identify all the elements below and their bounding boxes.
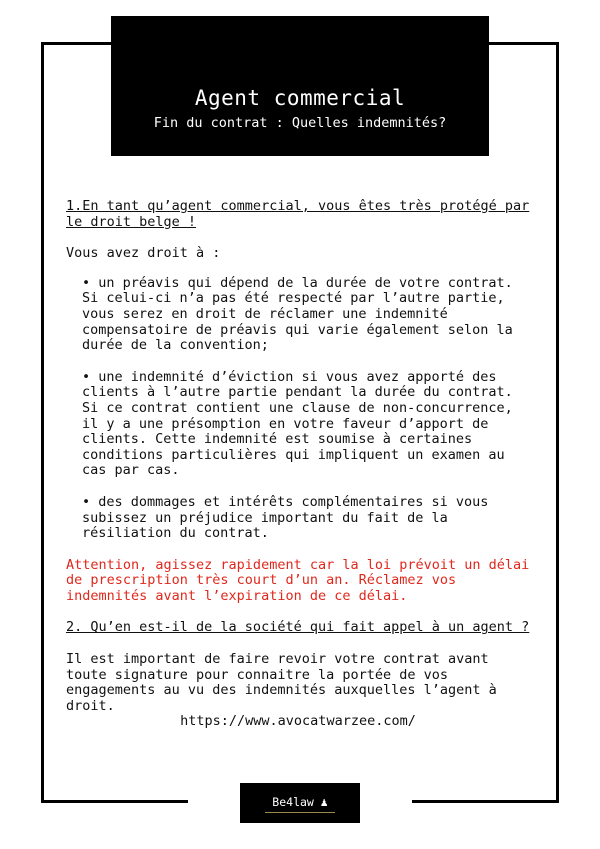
page-title: Agent commercial xyxy=(194,86,406,110)
brand-badge xyxy=(240,783,360,823)
brand-name: Be4law ♟ xyxy=(272,795,328,809)
list-item: • une indemnité d’éviction si vous avez apporté des clients à l’autre partie pendant la durée du contrat. Si ce contrat contient une clause de non-concurrence, il y a une présomption en votre faveur d’apport de clients. Cette indemnité est soumise à certaines conditions particulières qui impliquent un examen au cas par cas. xyxy=(82,368,513,479)
header-block xyxy=(111,16,489,156)
section2-heading: 2. Qu’en est-il de la société qui fait appel à un agent ? xyxy=(66,619,530,636)
frame-bottom-left xyxy=(41,800,188,803)
warning-text: Attention, agissez rapidement car la loi prévoit un délai de prescription très court d’un an. Réclamez vos indemnités avant l’expiration de ce délai. xyxy=(66,556,530,604)
list-item: • des dommages et intérêts complémentaires si vous subissez un préjudice important du fait de la résiliation du contrat. xyxy=(82,493,489,542)
page-subtitle: Fin du contrat : Quelles indemnités? xyxy=(153,115,447,131)
frame-top-right xyxy=(488,42,559,45)
frame-right xyxy=(556,42,559,803)
frame-left xyxy=(41,42,44,803)
website-link[interactable]: https://www.avocatwarzee.com/ xyxy=(180,713,416,730)
list-item: • un préavis qui dépend de la durée de votre contrat. Si celui-ci n’a pas été respecté par l’autre partie, vous serez en droit de réclamer une indemnité compensatoire de préavis qui varie également selon la durée de la convention; xyxy=(82,274,513,354)
section1-heading: 1.En tant qu’agent commercial, vous êtes très protégé par le droit belge ! xyxy=(66,198,530,230)
rights-list xyxy=(66,276,530,542)
main-content xyxy=(66,199,530,730)
section2-body: Il est important de faire revoir votre contrat avant toute signature pour connaitre la portée de vos engagements au vu des indemnités auxquelles l’agent à droit. xyxy=(66,651,497,714)
section1-intro: Vous avez droit à : xyxy=(66,245,221,262)
frame-top-left xyxy=(41,42,112,45)
brand-underline xyxy=(265,812,335,813)
frame-bottom-right xyxy=(412,800,559,803)
